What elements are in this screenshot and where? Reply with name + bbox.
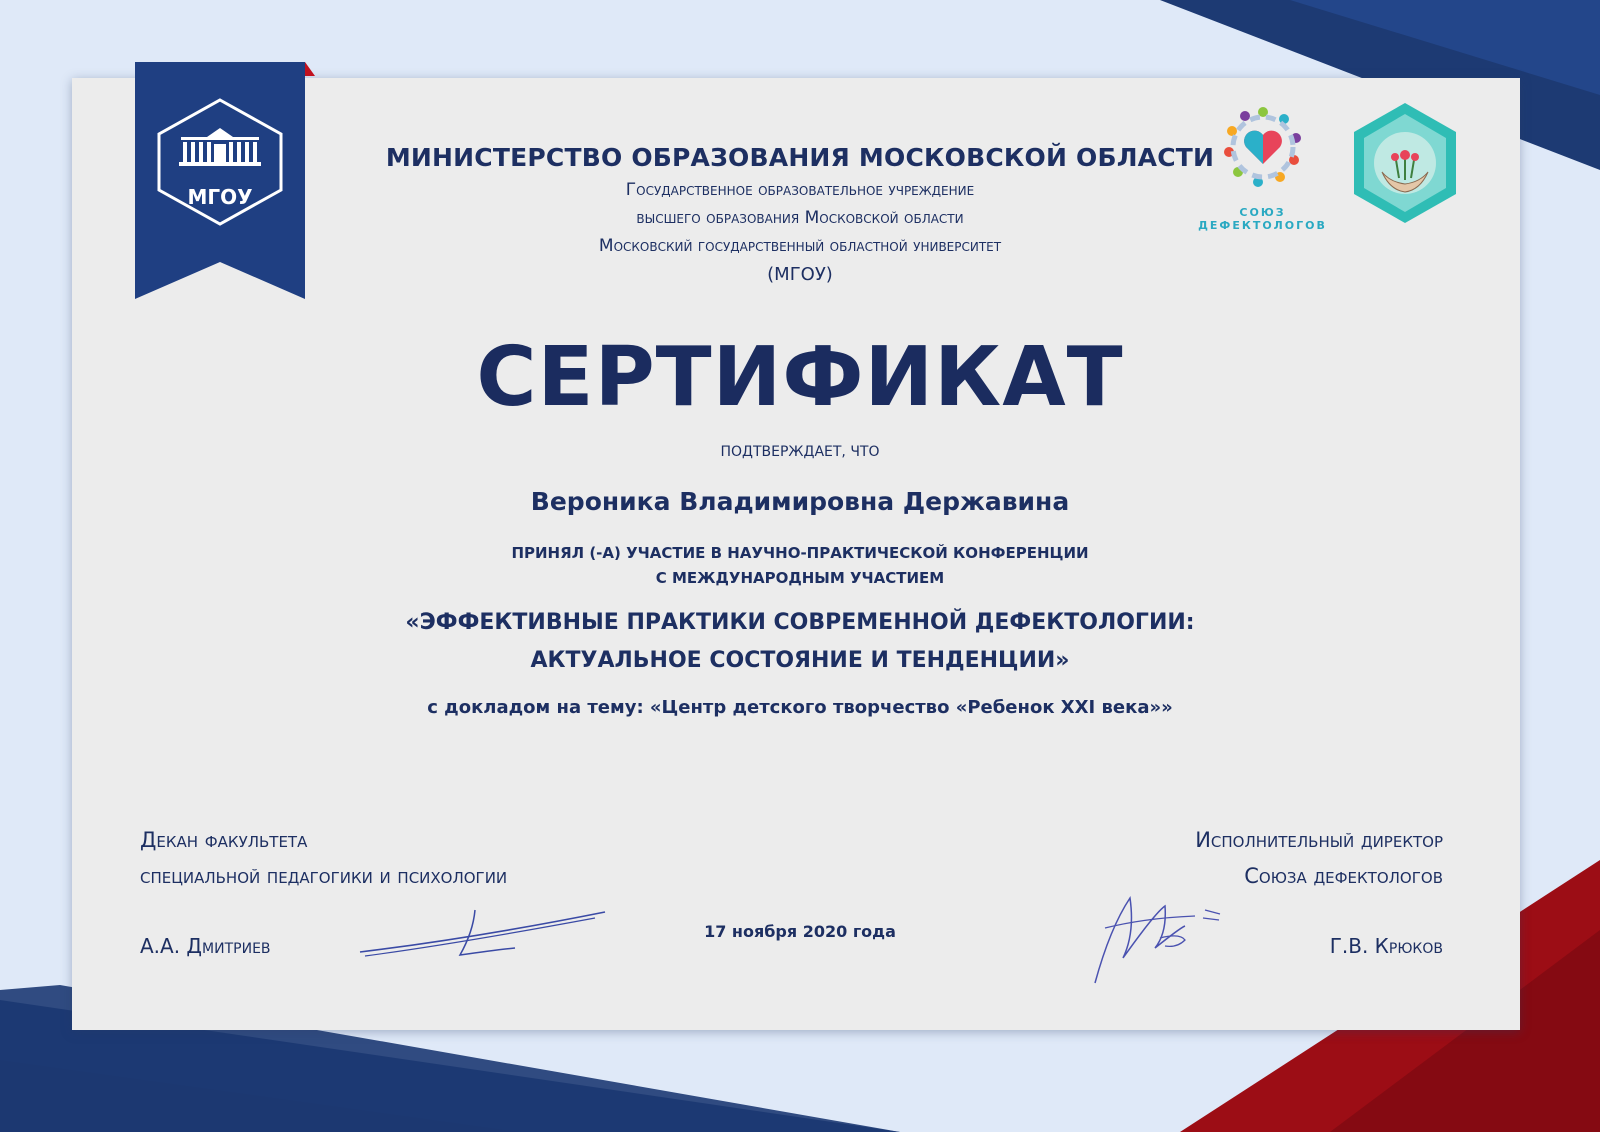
university-line-3: Московский государственный областной университет xyxy=(598,236,1002,256)
university-abbreviation: (МГОУ) xyxy=(767,264,833,285)
right-handwritten-signature xyxy=(1085,888,1255,998)
left-signer-role-2: специальной педагогики и психологии xyxy=(140,864,508,888)
conference-title-line-1: «ЭФФЕКТИВНЫЕ ПРАКТИКИ СОВРЕМЕННОЙ ДЕФЕКТОЛОГИИ: xyxy=(405,610,1195,635)
university-line-1: Государственное образовательное учреждение xyxy=(625,180,975,200)
right-signer-name: Г.В. Крюков xyxy=(1329,934,1443,958)
left-signer-name: А.А. Дмитриев xyxy=(140,934,271,958)
right-signer-role-2: Союза дефектологов xyxy=(1244,864,1443,888)
union-logo-word2: ДЕФЕКТОЛОГОВ xyxy=(1198,219,1327,232)
certificate-title: СЕРТИФИКАТ xyxy=(476,330,1124,425)
issue-date: 17 ноября 2020 года xyxy=(704,922,896,941)
right-signer-role-1: Исполнительный директор xyxy=(1195,828,1443,852)
participation-line-1: ПРИНЯЛ (-А) УЧАСТИЕ В НАУЧНО-ПРАКТИЧЕСКОЙ КОНФЕРЕНЦИИ xyxy=(511,544,1089,562)
mgou-ribbon xyxy=(135,62,315,307)
left-handwritten-signature xyxy=(355,900,615,970)
left-signer-role-1: Декан факультета xyxy=(140,828,308,852)
university-line-2: высшего образования Московской области xyxy=(636,208,964,228)
confirms-text: ПОДТВЕРЖДАЕТ, ЧТО xyxy=(720,444,880,460)
ministry-title: МИНИСТЕРСТВО ОБРАЗОВАНИЯ МОСКОВСКОЙ ОБЛАСТИ xyxy=(385,143,1215,172)
conference-title-line-2: АКТУАЛЬНОЕ СОСТОЯНИЕ И ТЕНДЕНЦИИ» xyxy=(530,648,1070,673)
recipient-name: Вероника Владимировна Державина xyxy=(530,487,1070,516)
union-logo-word1: СОЮЗ xyxy=(1239,206,1286,219)
mgou-logo-text: МГОУ xyxy=(187,185,253,209)
participation-line-2: С МЕЖДУНАРОДНЫМ УЧАСТИЕМ xyxy=(655,569,945,587)
hands-flower-seal-icon xyxy=(1350,100,1460,226)
report-topic: с докладом на тему: «Центр детского творчество «Ребенок XXI века»» xyxy=(427,697,1173,718)
